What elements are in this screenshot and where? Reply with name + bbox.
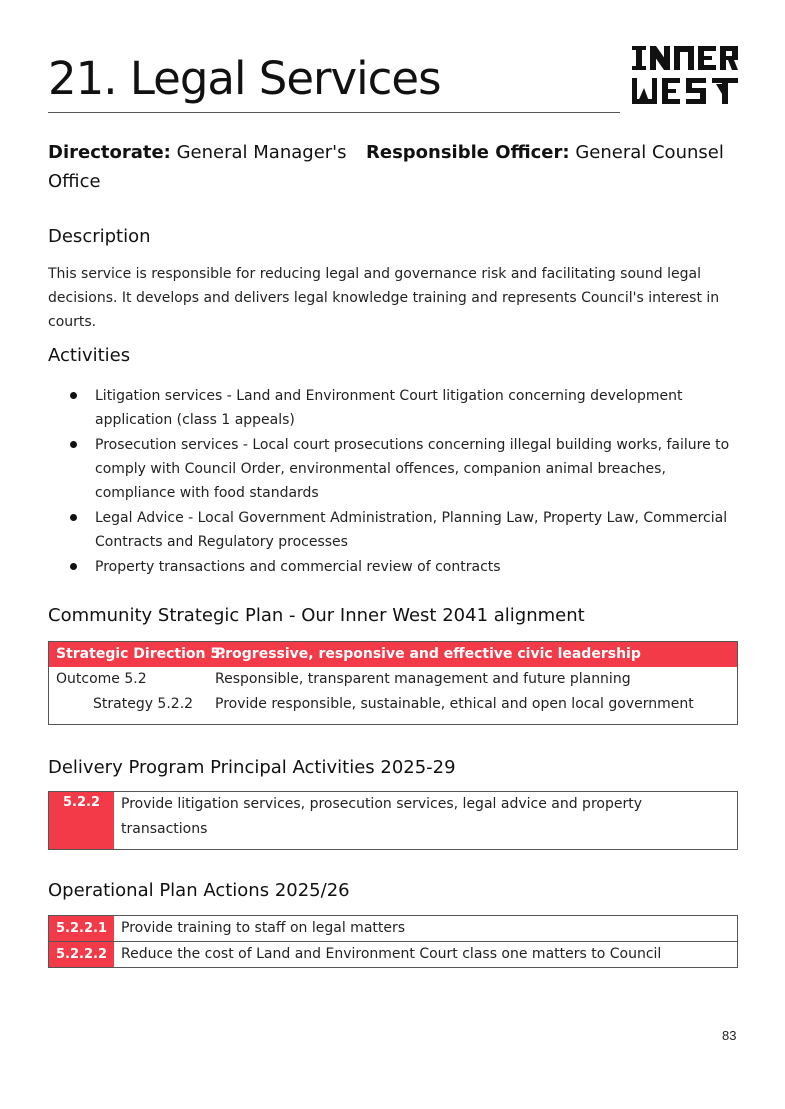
officer-label: Responsible Officer:: [366, 142, 570, 163]
activity-text: Property transactions and commercial review of contracts: [95, 559, 501, 575]
table-row: [49, 916, 737, 941]
csp-heading: Community Strategic Plan - Our Inner West 2041 alignment: [48, 605, 585, 626]
activity-text: Prosecution services - Local court prosecutions concerning illegal building works, failure to comply with Council Order, environmental offences, companion animal breaches, compliance with food standards: [95, 437, 730, 501]
activities-heading: Activities: [48, 345, 131, 366]
activity-text: Provide litigation services, prosecution services, legal advice and property transactions: [121, 796, 642, 837]
directorate: [48, 138, 348, 196]
description-heading: Description: [48, 226, 151, 247]
action-code: 5.2.2.2: [49, 942, 114, 967]
table-row: [49, 692, 737, 717]
direction-label: Strategic Direction 5:: [56, 646, 226, 662]
operational-plan-heading: Operational Plan Actions 2025/26: [48, 880, 350, 901]
table-row: [49, 941, 737, 967]
page-number: 83: [722, 1028, 737, 1043]
table-header-row: [49, 642, 737, 667]
page-title: 21. Legal Services: [48, 52, 441, 105]
title-divider: [48, 112, 620, 113]
delivery-program-table: [48, 791, 738, 850]
outcome-label: Outcome 5.2: [56, 671, 147, 687]
action-text: Provide training to staff on legal matters: [121, 920, 406, 936]
delivery-program-heading: Delivery Program Principal Activities 2025-29: [48, 757, 456, 778]
list-item: [70, 555, 740, 579]
activity-text: Litigation services - Land and Environment Court litigation concerning development application (class 1 appeals): [95, 388, 683, 428]
outcome-value: Responsible, transparent management and future planning: [215, 671, 631, 687]
bullet-icon: [70, 563, 77, 570]
officer-value: General Counsel: [575, 142, 724, 163]
activity-text: Legal Advice - Local Government Administration, Planning Law, Property Law, Commercial Contracts and Regulatory processes: [95, 510, 728, 550]
action-text: Reduce the cost of Land and Environment Court class one matters to Council: [121, 946, 662, 962]
activity-code: 5.2.2: [49, 792, 114, 849]
list-item: [70, 384, 740, 432]
strategy-value: Provide responsible, sustainable, ethical and open local government: [215, 696, 694, 712]
bullet-icon: [70, 392, 77, 399]
action-code: 5.2.2.1: [49, 916, 114, 941]
description-text: This service is responsible for reducing legal and governance risk and facilitating sound legal decisions. It develops and delivers legal knowledge training and represents Council's interest in courts.: [48, 266, 720, 330]
list-item: [70, 433, 740, 505]
bullet-icon: [70, 441, 77, 448]
activities-list: [70, 384, 740, 580]
inner-west-logo: [630, 44, 740, 106]
list-item: [70, 506, 740, 554]
directorate-label: Directorate:: [48, 142, 171, 163]
responsible-officer: [366, 138, 724, 167]
strategy-label: Strategy 5.2.2: [93, 696, 194, 712]
csp-table: [48, 641, 738, 725]
operational-plan-table: [48, 915, 738, 968]
direction-value: Progressive, responsive and effective civic leadership: [215, 646, 641, 662]
table-row: [49, 667, 737, 692]
directorate-value: General Manager's Office: [48, 142, 347, 192]
bullet-icon: [70, 514, 77, 521]
